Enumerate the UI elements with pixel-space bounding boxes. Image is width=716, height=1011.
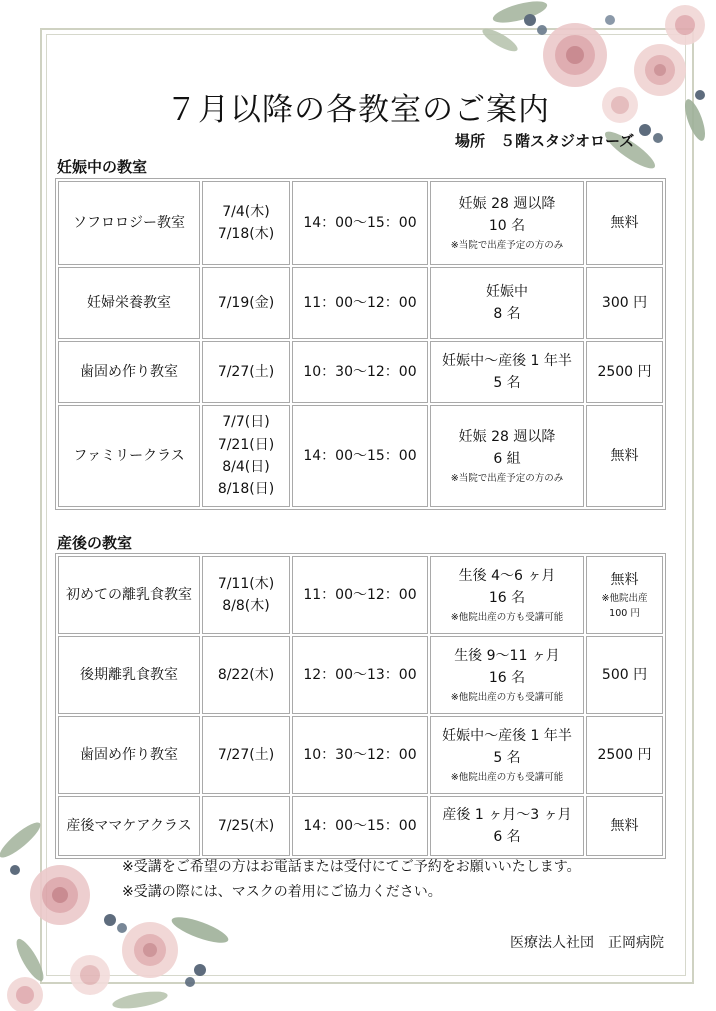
target-text: 妊娠中〜産後 1 年半 (442, 352, 572, 369)
class-name-cell (58, 267, 200, 339)
class-date: 7/11(木) (217, 575, 275, 592)
class-time: 11：00〜12：00 (303, 586, 417, 603)
class-date: 7/4(木) (222, 203, 270, 220)
table-row (58, 556, 663, 634)
fee-cell (586, 341, 663, 403)
time-cell (292, 405, 428, 507)
class-time: 10：30〜12：00 (303, 746, 417, 763)
target-text: 6 組 (493, 451, 521, 468)
class-date: 7/19(金) (217, 294, 275, 311)
target-text: 8 名 (493, 306, 521, 322)
class-date: 7/25(木) (217, 817, 275, 834)
table-row (58, 181, 663, 265)
date-cell (202, 796, 290, 856)
table-row (58, 405, 663, 507)
target-text: 妊娠中 (486, 283, 528, 300)
class-date: 7/27(土) (217, 746, 275, 763)
table-row (58, 796, 663, 856)
organization-name: 医療法人社団 正岡病院 (510, 935, 664, 951)
target-cell (430, 405, 584, 507)
target-text: 5 名 (493, 375, 521, 391)
class-name-cell (58, 341, 200, 403)
date-cell (202, 556, 290, 634)
fee-cell (586, 636, 663, 714)
class-name: ソフロロジー教室 (73, 214, 185, 231)
date-cell (202, 636, 290, 714)
class-name: 産後ママケアクラス (66, 817, 192, 834)
target-note: ※他院出産の方も受講可能 (450, 691, 564, 703)
class-time: 14：00〜15：00 (303, 817, 417, 834)
fee-cell (586, 556, 663, 634)
note-reservation: ※受講をご希望の方はお電話または受付にてご予約をお願いいたします。 (122, 859, 581, 875)
fee-value: 2500 円 (597, 746, 652, 763)
pregnancy-class-table (55, 178, 666, 510)
table-row (58, 341, 663, 403)
target-text: 6 名 (493, 829, 521, 845)
class-time: 14：00〜15：00 (303, 447, 417, 464)
fee-value: 無料 (610, 447, 639, 464)
class-time: 11：00〜12：00 (303, 294, 417, 311)
table-row (58, 636, 663, 714)
target-text: 産後 1 ヶ月〜3 ヶ月 (442, 806, 572, 823)
time-cell (292, 341, 428, 403)
class-name-cell (58, 556, 200, 634)
target-cell (430, 267, 584, 339)
class-date: 7/27(土) (217, 363, 275, 380)
date-cell (202, 405, 290, 507)
class-date: 8/4(日) (222, 459, 270, 475)
class-name: 初めての離乳食教室 (66, 586, 192, 603)
class-name: 歯固め作り教室 (80, 746, 178, 763)
class-date: 8/22(木) (217, 666, 275, 683)
target-note: ※他院出産の方も受講可能 (450, 771, 564, 783)
class-name-cell (58, 405, 200, 507)
class-time: 10：30〜12：00 (303, 363, 417, 380)
fee-note: 100 円 (609, 608, 640, 620)
section-title-postpartum: 産後の教室 (57, 534, 133, 552)
target-text: 妊娠中〜産後 1 年半 (442, 728, 572, 745)
fee-cell (586, 405, 663, 507)
page-title: ７月以降の各教室のご案内 (166, 92, 550, 128)
fee-value: 無料 (610, 817, 639, 834)
time-cell (292, 796, 428, 856)
target-text: 生後 9〜11 ヶ月 (454, 648, 560, 665)
class-date: 8/8(木) (222, 598, 270, 614)
target-note: ※他院出産の方も受講可能 (450, 611, 564, 623)
class-name: 歯固め作り教室 (80, 363, 178, 380)
target-note: ※当院で出産予定の方のみ (450, 472, 564, 484)
fee-cell (586, 796, 663, 856)
table-row (58, 267, 663, 339)
target-text: 16 名 (488, 670, 526, 687)
class-date: 8/18(日) (217, 481, 275, 498)
section-title-pregnancy: 妊娠中の教室 (57, 158, 148, 176)
fee-cell (586, 267, 663, 339)
fee-value: 2500 円 (597, 363, 652, 380)
class-date: 7/7(日) (222, 414, 270, 431)
target-note: ※当院で出産予定の方のみ (450, 239, 564, 251)
target-text: 妊娠 28 週以降 (458, 196, 556, 213)
class-date: 7/18(木) (217, 226, 275, 242)
table-row (58, 716, 663, 794)
target-cell (430, 181, 584, 265)
class-name: 後期離乳食教室 (80, 666, 178, 683)
note-mask: ※受講の際には、マスクの着用にご協力ください。 (122, 884, 442, 900)
venue-label: 場所 ５階スタジオローズ (455, 132, 635, 150)
class-name: 妊婦栄養教室 (87, 294, 171, 311)
fee-cell (586, 716, 663, 794)
date-cell (202, 716, 290, 794)
time-cell (292, 556, 428, 634)
target-cell (430, 556, 584, 634)
fee-value: 300 円 (601, 294, 648, 311)
time-cell (292, 267, 428, 339)
class-name: ファミリークラス (73, 447, 185, 464)
time-cell (292, 181, 428, 265)
class-name-cell (58, 796, 200, 856)
fee-cell (586, 181, 663, 265)
class-date: 7/21(日) (217, 436, 275, 453)
target-cell (430, 341, 584, 403)
class-name-cell (58, 181, 200, 265)
fee-value: 無料 (610, 571, 639, 588)
target-text: 16 名 (488, 590, 526, 607)
target-cell (430, 716, 584, 794)
target-text: 妊娠 28 週以降 (458, 429, 556, 446)
class-time: 14：00〜15：00 (303, 214, 417, 231)
fee-value: 500 円 (601, 666, 648, 683)
date-cell (202, 341, 290, 403)
date-cell (202, 181, 290, 265)
class-time: 12：00〜13：00 (303, 666, 417, 683)
target-text: 5 名 (493, 750, 521, 767)
fee-value: 無料 (610, 214, 639, 231)
target-cell (430, 636, 584, 714)
fee-note: ※他院出産 (601, 593, 648, 604)
time-cell (292, 716, 428, 794)
postpartum-class-table (55, 553, 666, 859)
target-text: 生後 4〜6 ヶ月 (458, 568, 556, 585)
date-cell (202, 267, 290, 339)
class-name-cell (58, 716, 200, 794)
class-name-cell (58, 636, 200, 714)
target-text: 10 名 (488, 218, 526, 235)
time-cell (292, 636, 428, 714)
target-cell (430, 796, 584, 856)
